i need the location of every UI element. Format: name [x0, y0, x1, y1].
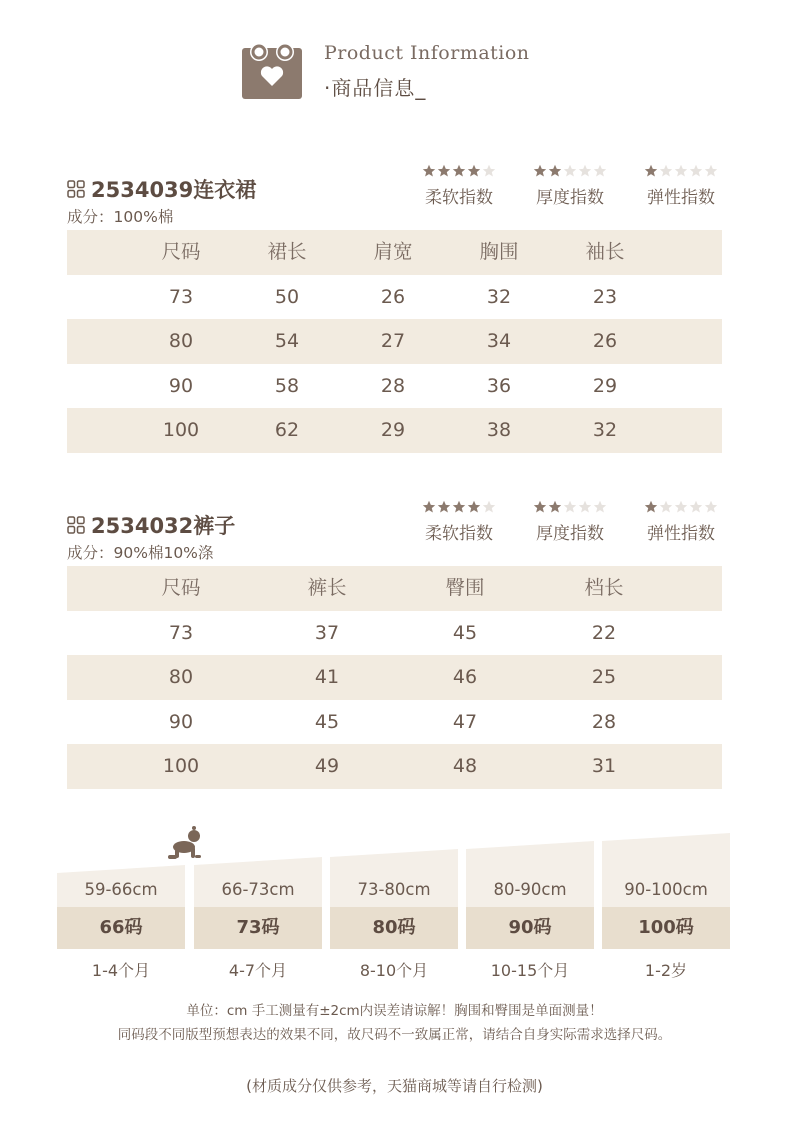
star-rating [414, 500, 504, 516]
table-cell: 32 [486, 285, 512, 308]
table-cell: 49 [314, 755, 340, 777]
star-icon [422, 500, 436, 514]
table-cell: 26 [380, 285, 406, 308]
product-title-text: 2534039连衣裙 [91, 178, 257, 202]
size-step-age: 1-2岁 [644, 961, 688, 980]
product-composition: 成分：90%棉10%涤 [67, 544, 214, 562]
four-squares-grid-icon [67, 516, 85, 534]
size-table [67, 566, 722, 789]
table-cell: 46 [452, 666, 478, 688]
size-table [67, 230, 722, 453]
table-header-cell: 裙长 [267, 240, 307, 263]
star-icon [482, 164, 496, 178]
size-step [602, 833, 730, 949]
table-cell: 62 [274, 419, 300, 441]
table-cell: 32 [592, 419, 618, 441]
star-icon [704, 500, 718, 514]
table-cell: 41 [314, 666, 340, 688]
index-label: 柔软指数 [425, 524, 493, 544]
size-step [466, 841, 594, 949]
softness-index [414, 500, 504, 544]
product-tag-heart-icon [241, 38, 303, 100]
table-cell: 100 [162, 755, 200, 777]
star-icon [467, 164, 481, 178]
star-icon [452, 164, 466, 178]
table-cell: 27 [380, 330, 406, 352]
table-cell: 58 [274, 374, 300, 397]
table-cell: 73 [168, 621, 194, 644]
table-header-cell: 袖长 [585, 240, 625, 263]
page-header [241, 38, 571, 102]
star-icon [644, 500, 658, 514]
index-label: 弹性指数 [647, 524, 715, 544]
table-header-cell: 臀围 [445, 576, 485, 599]
star-icon [467, 500, 481, 514]
size-step [194, 857, 322, 949]
table-cell: 29 [380, 419, 406, 441]
table-cell: 31 [591, 755, 617, 777]
table-cell: 36 [486, 374, 512, 397]
star-icon [659, 164, 673, 178]
table-cell: 28 [380, 374, 406, 397]
star-icon [452, 500, 466, 514]
table-cell: 80 [168, 330, 194, 352]
star-icon [689, 500, 703, 514]
table-cell: 25 [591, 666, 617, 688]
table-cell: 80 [168, 666, 194, 688]
star-icon [578, 500, 592, 514]
table-header-row [67, 230, 722, 275]
size-step [330, 849, 458, 949]
softness-index [414, 164, 504, 208]
star-icon [674, 500, 688, 514]
size-step-range: 66-73cm [221, 880, 295, 899]
star-icon [533, 164, 547, 178]
product-title [67, 510, 235, 540]
measurement-note: 单位：cm 手工测量有±2cm内误差请谅解！胸围和臀围是单面测量！ [186, 1003, 603, 1019]
star-rating [525, 500, 615, 516]
size-step-range: 90-100cm [624, 880, 708, 899]
size-step-range: 59-66cm [84, 880, 158, 899]
table-row [67, 611, 722, 656]
sizing-note: 同码段不同版型预想表达的效果不同，故尺码不一致属正常，请结合自身实际需求选择尺码。 [117, 1027, 672, 1043]
size-step-range: 80-90cm [493, 880, 567, 899]
index-label: 弹性指数 [647, 188, 715, 208]
table-cell: 45 [314, 710, 340, 733]
star-rating [636, 500, 726, 516]
thickness-index [525, 500, 615, 544]
star-icon [563, 500, 577, 514]
star-icon [593, 500, 607, 514]
star-icon [578, 164, 592, 178]
header-title-cn: ·商品信息_ [324, 76, 427, 100]
table-cell: 45 [452, 621, 478, 644]
table-header-cell: 尺码 [161, 576, 201, 599]
table-header-cell: 档长 [584, 576, 624, 599]
table-header-cell: 肩宽 [373, 240, 413, 263]
table-row [67, 744, 722, 789]
table-header-cell: 尺码 [161, 240, 201, 263]
table-cell: 48 [452, 755, 478, 777]
size-step-age: 1-4个月 [91, 961, 151, 980]
size-step-age: 4-7个月 [228, 961, 288, 980]
star-icon [422, 164, 436, 178]
table-cell: 29 [592, 374, 618, 397]
star-icon [437, 500, 451, 514]
table-cell: 50 [274, 285, 300, 308]
product-title-text: 2534032裤子 [91, 514, 236, 538]
size-step-label: 100码 [602, 907, 730, 949]
star-icon [659, 500, 673, 514]
table-header-cell: 裤长 [307, 576, 347, 599]
star-icon [674, 164, 688, 178]
elasticity-index [636, 500, 726, 544]
table-header-cell: 胸围 [479, 240, 519, 263]
product-title [67, 174, 256, 204]
size-step-age: 8-10个月 [359, 961, 429, 980]
index-label: 厚度指数 [536, 188, 604, 208]
index-label: 厚度指数 [536, 524, 604, 544]
star-icon [563, 164, 577, 178]
size-steps [57, 820, 732, 980]
index-label: 柔软指数 [425, 188, 493, 208]
size-step-range: 73-80cm [357, 880, 431, 899]
star-icon [593, 164, 607, 178]
table-cell: 90 [168, 374, 194, 397]
material-disclaimer: (材质成分仅供参考，天猫商城等请自行检测) [246, 1077, 543, 1095]
size-step-age: 10-15个月 [490, 961, 570, 980]
table-cell: 23 [592, 285, 618, 308]
table-cell: 28 [591, 710, 617, 733]
table-cell: 34 [486, 330, 512, 352]
star-icon [689, 164, 703, 178]
size-step-label: 80码 [330, 907, 458, 949]
table-cell: 54 [274, 330, 300, 352]
star-icon [704, 164, 718, 178]
table-row [67, 655, 722, 700]
thickness-index [525, 164, 615, 208]
table-row [67, 319, 722, 364]
table-cell: 37 [314, 621, 340, 644]
elasticity-index [636, 164, 726, 208]
table-cell: 100 [162, 419, 200, 441]
size-step-label: 90码 [466, 907, 594, 949]
table-cell: 26 [592, 330, 618, 352]
star-icon [548, 164, 562, 178]
header-title-en: Product Information [324, 42, 530, 64]
star-rating [636, 164, 726, 180]
table-row [67, 364, 722, 409]
crawling-baby-icon [167, 822, 207, 862]
table-cell: 90 [168, 710, 194, 733]
star-icon [533, 500, 547, 514]
star-icon [548, 500, 562, 514]
star-rating [414, 164, 504, 180]
size-step-label: 66码 [57, 907, 185, 949]
star-icon [482, 500, 496, 514]
star-icon [437, 164, 451, 178]
product-composition: 成分：100%棉 [67, 208, 174, 226]
table-row [67, 408, 722, 453]
table-cell: 22 [591, 621, 617, 644]
star-icon [644, 164, 658, 178]
table-cell: 47 [452, 710, 478, 733]
star-rating [525, 164, 615, 180]
size-step-label: 73码 [194, 907, 322, 949]
table-cell: 73 [168, 285, 194, 308]
size-step [57, 865, 185, 949]
table-row [67, 275, 722, 320]
four-squares-grid-icon [67, 180, 85, 198]
table-header-row [67, 566, 722, 611]
table-cell: 38 [486, 419, 512, 441]
table-row [67, 700, 722, 745]
